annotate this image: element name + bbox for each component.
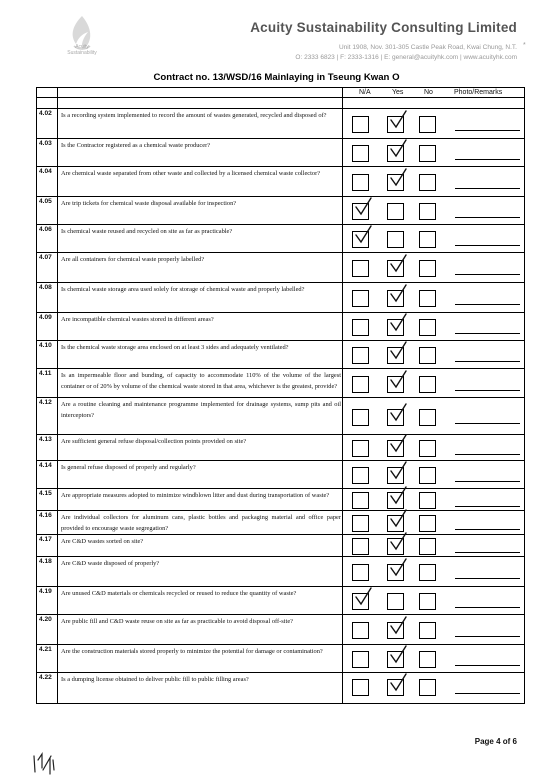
remarks-line[interactable]	[455, 454, 520, 455]
check-mark-icon	[389, 461, 408, 480]
checkbox-no[interactable]	[419, 651, 436, 668]
remarks-line[interactable]	[455, 665, 520, 666]
checkbox-no[interactable]	[419, 679, 436, 696]
remarks-line[interactable]	[455, 578, 520, 579]
checkbox-na[interactable]	[352, 409, 369, 426]
item-number: 4.17	[39, 536, 52, 543]
logo-caption-line-2: Sustainability	[67, 50, 97, 56]
checklist-row	[37, 510, 524, 534]
checkbox-no[interactable]	[419, 622, 436, 639]
checkbox-no[interactable]	[419, 440, 436, 457]
item-question: Is the Contractor registered as a chemical waste producer?	[61, 142, 211, 149]
check-mark-icon	[354, 587, 373, 606]
column-header-yes: Yes	[392, 89, 404, 96]
item-number: 4.18	[39, 558, 52, 565]
checklist-table	[36, 87, 525, 704]
item-question: Are individual collectors for aluminum cans, plastic bottles and packaging material and office paper provided to encourage waste segregation?	[61, 514, 341, 533]
checklist-row	[37, 434, 524, 460]
header-rule	[37, 97, 524, 98]
company-name: Acuity Sustainability Consulting Limited	[250, 20, 517, 35]
checklist-row	[37, 488, 524, 510]
remarks-line[interactable]	[455, 636, 520, 637]
check-mark-icon	[389, 254, 408, 273]
company-contact: O: 2333 6823 | F: 2333-1316 | E: general@acuityhk.com | www.acuityhk.com	[295, 54, 517, 61]
checklist-row	[37, 312, 524, 340]
item-number: 4.09	[39, 314, 52, 321]
checkbox-na[interactable]	[352, 679, 369, 696]
check-mark-icon	[389, 532, 408, 551]
item-question: Are appropriate measures adopted to minimize windblown litter and dust during transportation of waste?	[61, 492, 330, 499]
checkbox-no[interactable]	[419, 174, 436, 191]
column-header-remarks: Photo/Remarks	[454, 89, 503, 96]
checkbox-no[interactable]	[419, 290, 436, 307]
item-question: Are unused C&D materials or chemicals recycled or reused to reduce the quantity of waste?	[61, 590, 297, 597]
company-address: Unit 1908, Nov. 301-305 Castle Peak Road, Kwai Chung, N.T.	[338, 44, 517, 51]
checkbox-na[interactable]	[352, 376, 369, 393]
item-number: 4.20	[39, 616, 52, 623]
check-mark-icon	[354, 197, 373, 216]
item-question: Are C&D waste disposed of properly?	[61, 560, 160, 567]
logo-caption-line-1: Acuity	[75, 44, 89, 50]
check-mark-icon	[389, 139, 408, 158]
checkbox-na[interactable]	[352, 492, 369, 509]
checkbox-na[interactable]	[352, 515, 369, 532]
checklist-row	[37, 534, 524, 556]
checkbox-yes[interactable]	[387, 231, 404, 248]
checkbox-no[interactable]	[419, 564, 436, 581]
item-question: Is a recording system implemented to record the amount of wastes generated, recycled and disposed of?	[61, 112, 327, 119]
checkbox-na[interactable]	[352, 564, 369, 581]
remarks-line[interactable]	[455, 304, 520, 305]
item-number: 4.15	[39, 490, 52, 497]
checkbox-na[interactable]	[352, 319, 369, 336]
check-mark-icon	[389, 558, 408, 577]
remarks-line[interactable]	[455, 423, 520, 424]
column-header-na: N/A	[359, 89, 371, 96]
page-number: Page 4 of 6	[474, 737, 517, 746]
checklist-row	[37, 644, 524, 672]
checklist-row	[37, 224, 524, 252]
checklist-row	[37, 556, 524, 586]
check-mark-icon	[389, 403, 408, 422]
check-mark-icon	[389, 110, 408, 129]
checkbox-na[interactable]	[352, 116, 369, 133]
checkbox-no[interactable]	[419, 515, 436, 532]
checklist-row	[37, 340, 524, 368]
checkbox-na[interactable]	[352, 260, 369, 277]
document-title: Contract no. 13/WSD/16 Mainlaying in Tseung Kwan O	[153, 72, 400, 83]
item-question: Are sufficient general refuse disposal/collection points provided on site?	[61, 438, 247, 445]
checkbox-no[interactable]	[419, 409, 436, 426]
checkbox-no[interactable]	[419, 593, 436, 610]
checkbox-no[interactable]	[419, 347, 436, 364]
remarks-line[interactable]	[455, 361, 520, 362]
checkbox-na[interactable]	[352, 538, 369, 555]
checklist-row	[37, 252, 524, 282]
item-number: 4.11	[39, 370, 52, 377]
remarks-line[interactable]	[455, 130, 520, 131]
checkbox-yes[interactable]	[387, 593, 404, 610]
check-mark-icon	[354, 225, 373, 244]
check-mark-icon	[389, 313, 408, 332]
item-question: Are chemical waste separated from other waste and collected by a licensed chemical waste collector?	[61, 170, 321, 177]
checkbox-yes[interactable]	[387, 203, 404, 220]
item-question: Are the construction materials stored properly to minimize the potential for damage or contamination?	[61, 648, 323, 655]
remarks-line[interactable]	[455, 274, 520, 275]
check-mark-icon	[389, 370, 408, 389]
remarks-line[interactable]	[455, 481, 520, 482]
checkbox-na[interactable]	[352, 651, 369, 668]
corner-mark: *	[523, 42, 526, 49]
checklist-row	[37, 166, 524, 196]
checkbox-na[interactable]	[352, 290, 369, 307]
item-number: 4.05	[39, 198, 52, 205]
remarks-line[interactable]	[455, 693, 520, 694]
remarks-line[interactable]	[455, 333, 520, 334]
item-number: 4.08	[39, 284, 52, 291]
item-question: Are public fill and C&D waste reuse on site as far as practicable to avoid disposal off-site?	[61, 618, 294, 625]
checkbox-no[interactable]	[419, 467, 436, 484]
item-question: Is general refuse disposed of properly and regularly?	[61, 464, 196, 471]
item-number: 4.02	[39, 110, 52, 117]
checklist-row	[37, 138, 524, 166]
item-question: Is an impermeable floor and bunding, of capacity to accommodate 110% of the volume of the largest container or of 20% by volume of the chemical waste stored in that area, whichever is the greatest, provide?	[61, 372, 341, 391]
column-header-no: No	[424, 89, 433, 96]
check-mark-icon	[389, 645, 408, 664]
check-mark-icon	[389, 284, 408, 303]
remarks-line[interactable]	[455, 552, 520, 553]
item-number: 4.07	[39, 254, 52, 261]
item-question: Are a routine cleaning and maintenance programme implemented for drainage systems, sump pits and oil interceptors?	[61, 401, 341, 420]
checkbox-na[interactable]	[352, 174, 369, 191]
item-number: 4.14	[39, 462, 52, 469]
check-mark-icon	[389, 486, 408, 505]
checklist-row	[37, 586, 524, 614]
remarks-line[interactable]	[455, 159, 520, 160]
logo-caption	[52, 44, 112, 56]
check-mark-icon	[389, 509, 408, 528]
item-number: 4.13	[39, 436, 52, 443]
checkbox-no[interactable]	[419, 203, 436, 220]
company-logo	[52, 12, 112, 64]
check-mark-icon	[389, 168, 408, 187]
checkbox-na[interactable]	[352, 440, 369, 457]
remarks-line[interactable]	[455, 529, 520, 530]
checklist-row	[37, 196, 524, 224]
item-number: 4.19	[39, 588, 52, 595]
checklist-row	[37, 108, 524, 138]
checkbox-no[interactable]	[419, 376, 436, 393]
checklist-row	[37, 368, 524, 397]
remarks-line[interactable]	[455, 390, 520, 391]
item-question: Are trip tickets for chemical waste disposal available for inspection?	[61, 200, 237, 207]
checkbox-na[interactable]	[352, 145, 369, 162]
check-mark-icon	[389, 341, 408, 360]
remarks-line[interactable]	[455, 607, 520, 608]
item-question: Is chemical waste reused and recycled on site as far as practicable?	[61, 228, 233, 235]
remarks-line[interactable]	[455, 217, 520, 218]
checklist-row	[37, 614, 524, 644]
checkbox-no[interactable]	[419, 538, 436, 555]
item-question: Is a dumping license obtained to deliver public fill to public filling areas?	[61, 676, 249, 683]
remarks-line[interactable]	[455, 506, 520, 507]
checkbox-no[interactable]	[419, 492, 436, 509]
check-mark-icon	[389, 434, 408, 453]
item-number: 4.16	[39, 512, 52, 519]
item-question: Are C&D wastes sorted on site?	[61, 538, 144, 545]
remarks-line[interactable]	[455, 245, 520, 246]
item-number: 4.22	[39, 674, 52, 681]
item-number: 4.21	[39, 646, 52, 653]
check-mark-icon	[389, 673, 408, 692]
checkbox-no[interactable]	[419, 231, 436, 248]
checkbox-na[interactable]	[352, 467, 369, 484]
handwritten-initials	[32, 752, 58, 776]
checkbox-no[interactable]	[419, 145, 436, 162]
item-number: 4.06	[39, 226, 52, 233]
checkbox-no[interactable]	[419, 319, 436, 336]
checkbox-na[interactable]	[352, 622, 369, 639]
item-question: Are incompatible chemical wastes stored in different areas?	[61, 316, 214, 323]
checkbox-no[interactable]	[419, 116, 436, 133]
checklist-row	[37, 460, 524, 488]
item-number: 4.03	[39, 140, 52, 147]
item-question: Is chemical waste storage area used solely for storage of chemical waste and properly labelled?	[61, 286, 305, 293]
checklist-row	[37, 672, 524, 700]
item-number: 4.12	[39, 399, 52, 406]
item-question: Is the chemical waste storage area enclosed on at least 3 sides and adequately ventilated?	[61, 344, 289, 351]
checklist-row	[37, 397, 524, 434]
checkbox-no[interactable]	[419, 260, 436, 277]
checkbox-na[interactable]	[352, 347, 369, 364]
item-number: 4.04	[39, 168, 52, 175]
checklist-row	[37, 282, 524, 312]
check-mark-icon	[389, 616, 408, 635]
item-question: Are all containers for chemical waste properly labelled?	[61, 256, 205, 263]
remarks-line[interactable]	[455, 188, 520, 189]
item-number: 4.10	[39, 342, 52, 349]
